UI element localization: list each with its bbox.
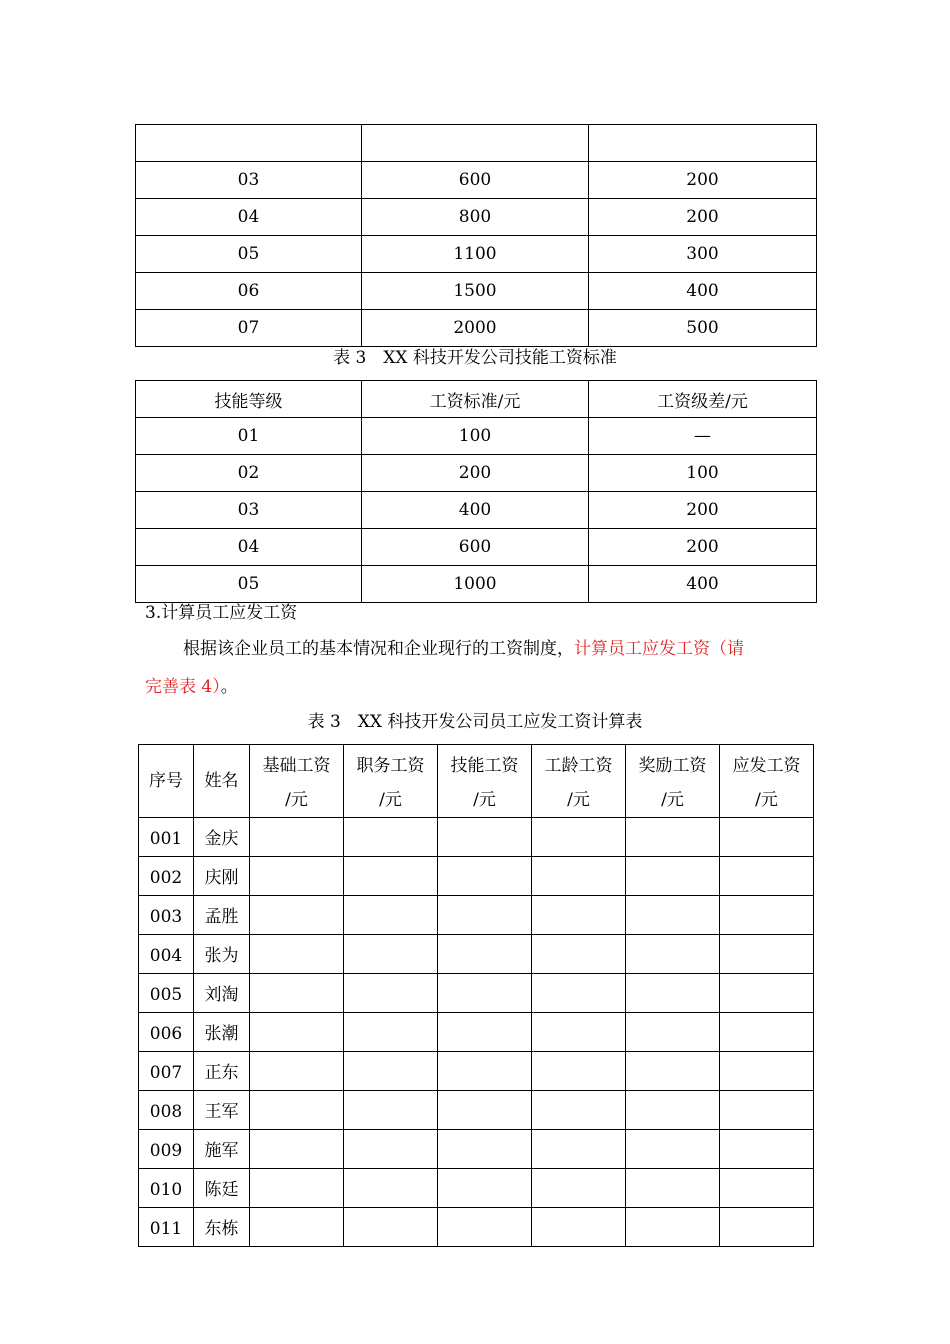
table-cell: 04 (136, 199, 362, 236)
table-row (136, 199, 817, 236)
table-row (139, 974, 814, 1013)
table-row (139, 818, 814, 857)
table-row (139, 1130, 814, 1169)
employee-name-cell: 张潮 (194, 1013, 250, 1052)
wage-input-cell[interactable] (626, 1130, 720, 1169)
table-cell: 100 (589, 455, 817, 492)
table-cell: 300 (589, 236, 817, 273)
wage-input-cell[interactable] (626, 1052, 720, 1091)
table-cell: 03 (136, 492, 362, 529)
table-cell: 07 (136, 310, 362, 347)
table-cell: 800 (362, 199, 589, 236)
wage-input-cell[interactable] (438, 857, 532, 896)
wage-input-cell[interactable] (532, 1130, 626, 1169)
wage-calculation-table (138, 744, 814, 1247)
employee-id-cell: 001 (139, 818, 194, 857)
table-row (136, 418, 817, 455)
grade-wage-table-continued (135, 124, 817, 347)
wage-input-cell[interactable] (250, 896, 344, 935)
table-row (139, 1169, 814, 1208)
wage-input-cell[interactable] (626, 1208, 720, 1247)
table-row (139, 935, 814, 974)
table-row (139, 1208, 814, 1247)
wage-input-cell[interactable] (250, 1013, 344, 1052)
wage-input-cell[interactable] (626, 1091, 720, 1130)
table-cell: 05 (136, 566, 362, 603)
wage-input-cell[interactable] (438, 1013, 532, 1052)
wage-input-cell[interactable] (720, 818, 814, 857)
table-cell: 400 (362, 492, 589, 529)
table-cell: 1000 (362, 566, 589, 603)
wage-input-cell[interactable] (720, 1208, 814, 1247)
table-header-row (139, 745, 814, 818)
table-cell: 1500 (362, 273, 589, 310)
wage-input-cell[interactable] (720, 1169, 814, 1208)
wage-calculation-table-caption: 表 3 XX 科技开发公司员工应发工资计算表 (307, 712, 643, 732)
column-header: 职务工资 /元 (344, 745, 438, 818)
table-row (139, 1052, 814, 1091)
table-cell: 03 (136, 162, 362, 199)
table-row (136, 529, 817, 566)
wage-input-cell[interactable] (532, 1013, 626, 1052)
column-header: 技能等级 (136, 381, 362, 418)
wage-input-cell[interactable] (532, 974, 626, 1013)
table-row (136, 455, 817, 492)
wage-input-cell[interactable] (438, 1208, 532, 1247)
wage-input-cell[interactable] (250, 974, 344, 1013)
wage-input-cell[interactable] (250, 857, 344, 896)
table-cell: 200 (589, 162, 817, 199)
employee-id-cell: 007 (139, 1052, 194, 1091)
employee-id-cell: 006 (139, 1013, 194, 1052)
employee-name-cell: 庆刚 (194, 857, 250, 896)
wage-calculation-body (139, 818, 814, 1247)
paragraph-text: 。 (220, 677, 238, 697)
employee-id-cell: 011 (139, 1208, 194, 1247)
wage-input-cell[interactable] (532, 818, 626, 857)
table-row (139, 1013, 814, 1052)
paragraph-highlight: 完善表 4） (145, 677, 221, 697)
employee-id-cell: 004 (139, 935, 194, 974)
paragraph-line-2 (145, 668, 815, 706)
table-row (136, 273, 817, 310)
table-cell: 400 (589, 566, 817, 603)
column-header: 工资标准/元 (362, 381, 589, 418)
wage-input-cell[interactable] (344, 1169, 438, 1208)
table-cell (362, 125, 589, 162)
table-row (136, 162, 817, 199)
wage-input-cell[interactable] (720, 1130, 814, 1169)
wage-input-cell[interactable] (720, 1013, 814, 1052)
wage-input-cell[interactable] (720, 974, 814, 1013)
table-row (139, 857, 814, 896)
wage-input-cell[interactable] (626, 896, 720, 935)
table-cell: 500 (589, 310, 817, 347)
wage-input-cell[interactable] (344, 896, 438, 935)
wage-input-cell[interactable] (532, 935, 626, 974)
wage-input-cell[interactable] (720, 1091, 814, 1130)
wage-input-cell[interactable] (344, 857, 438, 896)
table-row (136, 236, 817, 273)
wage-input-cell[interactable] (532, 1052, 626, 1091)
wage-input-cell[interactable] (250, 1169, 344, 1208)
paragraph-highlight: 计算员工应发工资（请 (574, 639, 744, 659)
wage-input-cell[interactable] (626, 818, 720, 857)
section-heading: 3.计算员工应发工资 (145, 603, 298, 623)
wage-input-cell[interactable] (344, 1052, 438, 1091)
table-header-row (136, 381, 817, 418)
table-row (136, 310, 817, 347)
table-cell: 200 (589, 529, 817, 566)
wage-input-cell[interactable] (250, 1130, 344, 1169)
wage-input-cell[interactable] (626, 1013, 720, 1052)
table-cell: 400 (589, 273, 817, 310)
wage-input-cell[interactable] (250, 818, 344, 857)
wage-input-cell[interactable] (532, 1091, 626, 1130)
table-cell: 100 (362, 418, 589, 455)
wage-input-cell[interactable] (720, 896, 814, 935)
wage-input-cell[interactable] (532, 896, 626, 935)
skill-wage-table (135, 380, 817, 603)
column-header: 技能工资 /元 (438, 745, 532, 818)
table-cell: 200 (362, 455, 589, 492)
wage-input-cell[interactable] (344, 1130, 438, 1169)
paragraph-line-1 (145, 630, 815, 668)
wage-input-cell[interactable] (438, 974, 532, 1013)
wage-input-cell[interactable] (344, 818, 438, 857)
wage-input-cell[interactable] (720, 857, 814, 896)
table-cell: 06 (136, 273, 362, 310)
employee-name-cell: 施军 (194, 1130, 250, 1169)
wage-input-cell[interactable] (250, 1091, 344, 1130)
column-header: 工龄工资 /元 (532, 745, 626, 818)
table-cell: 05 (136, 236, 362, 273)
column-header: 应发工资 /元 (720, 745, 814, 818)
wage-input-cell[interactable] (250, 935, 344, 974)
employee-name-cell: 刘淘 (194, 974, 250, 1013)
wage-input-cell[interactable] (438, 1130, 532, 1169)
column-header: 基础工资 /元 (250, 745, 344, 818)
wage-input-cell[interactable] (250, 1208, 344, 1247)
wage-input-cell[interactable] (626, 857, 720, 896)
table-cell: 200 (589, 199, 817, 236)
body-paragraph (145, 630, 815, 706)
paragraph-text: 根据该企业员工的基本情况和企业现行的工资制度， (183, 639, 574, 659)
table-cell: — (589, 418, 817, 455)
employee-name-cell: 东栋 (194, 1208, 250, 1247)
wage-input-cell[interactable] (344, 974, 438, 1013)
wage-input-cell[interactable] (438, 818, 532, 857)
employee-name-cell: 陈廷 (194, 1169, 250, 1208)
employee-name-cell: 张为 (194, 935, 250, 974)
employee-name-cell: 正东 (194, 1052, 250, 1091)
wage-input-cell[interactable] (532, 1208, 626, 1247)
skill-wage-table-caption: 表 3 XX 科技开发公司技能工资标准 (333, 348, 617, 368)
wage-input-cell[interactable] (532, 1169, 626, 1208)
wage-input-cell[interactable] (344, 1013, 438, 1052)
employee-id-cell: 003 (139, 896, 194, 935)
employee-id-cell: 009 (139, 1130, 194, 1169)
employee-id-cell: 008 (139, 1091, 194, 1130)
wage-input-cell[interactable] (626, 935, 720, 974)
wage-input-cell[interactable] (344, 1208, 438, 1247)
table-cell (589, 125, 817, 162)
employee-id-cell: 005 (139, 974, 194, 1013)
wage-input-cell[interactable] (250, 1052, 344, 1091)
wage-input-cell[interactable] (344, 935, 438, 974)
table-cell: 04 (136, 529, 362, 566)
table-row (139, 1091, 814, 1130)
wage-input-cell[interactable] (720, 1052, 814, 1091)
table-cell (136, 125, 362, 162)
wage-input-cell[interactable] (438, 1052, 532, 1091)
table-row (139, 896, 814, 935)
column-header: 工资级差/元 (589, 381, 817, 418)
employee-name-cell: 孟胜 (194, 896, 250, 935)
wage-input-cell[interactable] (438, 1169, 532, 1208)
table-cell: 600 (362, 162, 589, 199)
wage-input-cell[interactable] (438, 935, 532, 974)
column-header: 姓名 (194, 745, 250, 818)
wage-input-cell[interactable] (344, 1091, 438, 1130)
table-cell: 200 (589, 492, 817, 529)
table-row (136, 125, 817, 162)
table-cell: 1100 (362, 236, 589, 273)
wage-input-cell[interactable] (720, 935, 814, 974)
wage-input-cell[interactable] (438, 896, 532, 935)
employee-id-cell: 010 (139, 1169, 194, 1208)
table-row (136, 566, 817, 603)
wage-input-cell[interactable] (532, 857, 626, 896)
table-cell: 01 (136, 418, 362, 455)
table-cell: 2000 (362, 310, 589, 347)
wage-input-cell[interactable] (626, 1169, 720, 1208)
column-header: 奖励工资 /元 (626, 745, 720, 818)
employee-name-cell: 王军 (194, 1091, 250, 1130)
column-header: 序号 (139, 745, 194, 818)
wage-input-cell[interactable] (438, 1091, 532, 1130)
table-row (136, 492, 817, 529)
table-cell: 600 (362, 529, 589, 566)
employee-name-cell: 金庆 (194, 818, 250, 857)
table-cell: 02 (136, 455, 362, 492)
employee-id-cell: 002 (139, 857, 194, 896)
wage-input-cell[interactable] (626, 974, 720, 1013)
